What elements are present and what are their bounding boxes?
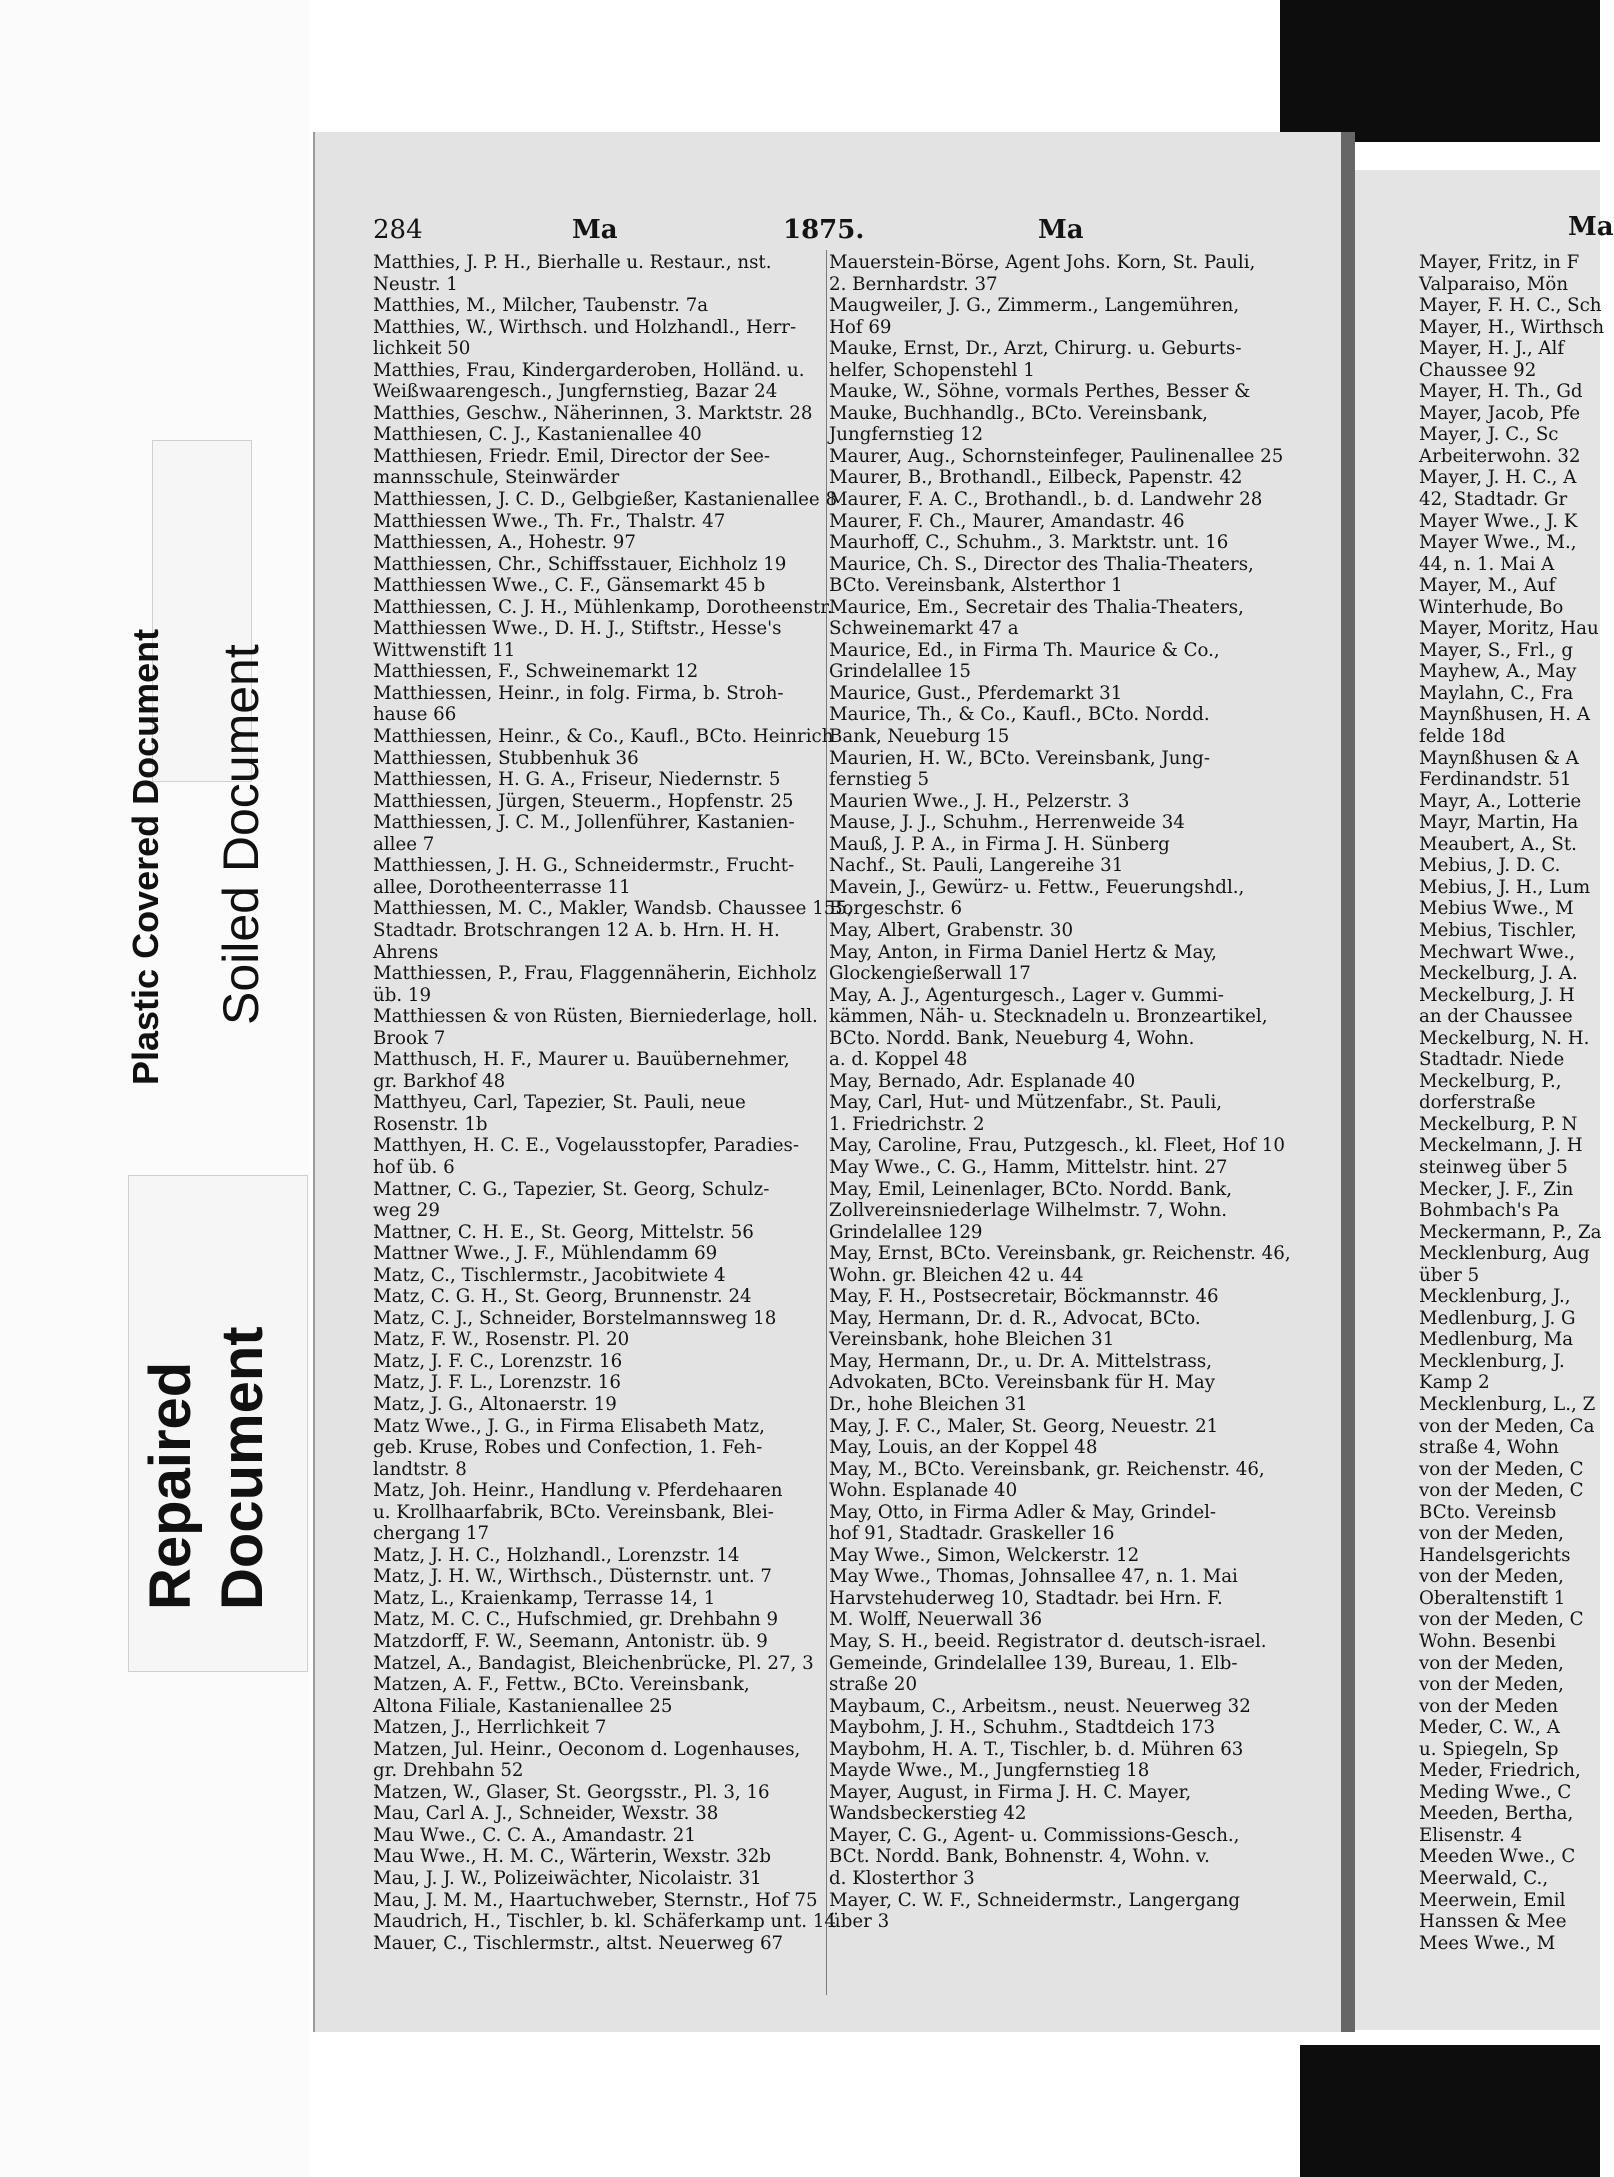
directory-line: May, Emil, Leinenlager, BCto. Nordd. Bank, <box>829 1178 1233 1200</box>
scanner-bar-bottom <box>1300 2045 1600 2177</box>
directory-line: Mayer, M., Auf <box>1419 575 1556 597</box>
directory-line: Matthiessen, Jürgen, Steuerm., Hopfenstr. 25 <box>373 790 794 812</box>
directory-line: Matzen, W., Glaser, St. Georgsstr., Pl. 3, 16 <box>373 1781 770 1803</box>
directory-line: Mau Wwe., C. C. A., Amandastr. 21 <box>373 1824 696 1846</box>
directory-line: 42, Stadtadr. Gr <box>1419 489 1568 511</box>
page-number: 284 <box>373 215 423 245</box>
directory-line: von der Meden, <box>1419 1652 1564 1674</box>
directory-line: Wittwenstift 11 <box>373 639 516 661</box>
directory-line: geb. Kruse, Robes und Confection, 1. Feh- <box>373 1437 763 1459</box>
directory-line: Bank, Neueburg 15 <box>829 726 1010 748</box>
directory-line: May, Carl, Hut- und Mützenfabr., St. Pauli, <box>829 1092 1223 1114</box>
directory-line: Matthiessen Wwe., D. H. J., Stiftstr., Hesse's <box>373 618 782 640</box>
directory-line: May, Hermann, Dr., u. Dr. A. Mittelstrass, <box>829 1350 1212 1372</box>
plastic-covered-label: Plastic Covered Document <box>125 628 166 1085</box>
directory-line: Maybaum, C., Arbeitsm., neust. Neuerweg 32 <box>829 1695 1251 1717</box>
directory-line: Matz Wwe., J. G., in Firma Elisabeth Matz, <box>373 1415 765 1437</box>
directory-line: Matthiessen, F., Schweinemarkt 12 <box>373 661 699 683</box>
directory-line: Mayr, A., Lotterie <box>1419 790 1582 812</box>
directory-line: von der Meden, C <box>1419 1609 1584 1631</box>
directory-line: Matthies, Frau, Kindergarderoben, Holländ. u. <box>373 359 805 381</box>
directory-line: 1. Friedrichstr. 2 <box>829 1113 985 1135</box>
directory-line: Mattner Wwe., J. F., Mühlendamm 69 <box>373 1243 718 1265</box>
directory-line: chergang 17 <box>373 1523 490 1545</box>
directory-line: May Wwe., Simon, Welckerstr. 12 <box>829 1544 1140 1566</box>
directory-line: üb. 19 <box>373 984 432 1006</box>
directory-line: Wohn. Besenbi <box>1419 1631 1556 1652</box>
directory-line: Maugweiler, J. G., Zimmerm., Langemühren, <box>829 295 1240 317</box>
directory-line: an der Chaussee <box>1419 1006 1573 1028</box>
directory-line: Meeden Wwe., C <box>1419 1846 1576 1868</box>
directory-line: M. Wolff, Neuerwall 36 <box>829 1609 1043 1631</box>
directory-line: May Wwe., C. G., Hamm, Mittelstr. hint. 27 <box>829 1156 1228 1178</box>
directory-line: Matthiessen Wwe., C. F., Gänsemarkt 45 b <box>373 575 766 597</box>
directory-line: Matz, J. G., Altonaerstr. 19 <box>373 1393 617 1415</box>
directory-line: Matthyen, H. C. E., Vogelausstopfer, Paradies- <box>373 1135 799 1157</box>
directory-line: weg 29 <box>373 1200 440 1222</box>
directory-line: Jungfernstieg 12 <box>829 424 984 446</box>
directory-line: Arbeiterwohn. 32 <box>1419 445 1581 467</box>
directory-line: dorferstraße <box>1419 1092 1536 1114</box>
directory-line: Wohn. Esplanade 40 <box>829 1480 1018 1502</box>
directory-line: Maybohm, J. H., Schuhm., Stadtdeich 173 <box>829 1717 1216 1739</box>
directory-line: Medlenburg, Ma <box>1419 1329 1574 1351</box>
directory-line: Matz, J. F. C., Lorenzstr. 16 <box>373 1350 623 1372</box>
directory-line: Matz, L., Kraienkamp, Terrasse 14, 1 <box>373 1587 716 1609</box>
directory-line: May, Albert, Grabenstr. 30 <box>829 919 1074 941</box>
directory-line: Gemeinde, Grindelallee 139, Bureau, 1. Elb- <box>829 1652 1238 1674</box>
directory-line: May, F. H., Postsecretair, Böckmannstr. 46 <box>829 1286 1219 1308</box>
directory-line: Mayer Wwe., M., <box>1419 532 1577 554</box>
scanner-sidebar <box>0 0 310 2177</box>
directory-line: gr. Barkhof 48 <box>373 1070 506 1092</box>
directory-line: Elisenstr. 4 <box>1419 1824 1523 1846</box>
directory-line: Maudrich, H., Tischler, b. kl. Schäferkamp unt. 14 <box>373 1911 836 1933</box>
directory-line: Matzen, A. F., Fettw., BCto. Vereinsbank, <box>373 1674 750 1696</box>
directory-line: Dr., hohe Bleichen 31 <box>829 1393 1028 1415</box>
directory-line: BCto. Nordd. Bank, Neueburg 4, Wohn. <box>829 1027 1195 1049</box>
header-letters-left: Ma <box>572 215 618 245</box>
directory-line: Matthiessen, M. C., Makler, Wandsb. Chaussee 155, <box>373 898 853 920</box>
directory-line: Matz, M. C. C., Hufschmied, gr. Drehbahn 9 <box>373 1609 779 1631</box>
directory-line: Matthiessen, P., Frau, Flaggennäherin, Eichholz <box>373 963 817 985</box>
directory-line: Mauer, C., Tischlermstr., altst. Neuerweg 67 <box>373 1932 784 1954</box>
directory-line: Matthies, M., Milcher, Taubenstr. 7a <box>373 295 709 317</box>
directory-line: May Wwe., Thomas, Johnsallee 47, n. 1. Mai <box>829 1566 1238 1588</box>
directory-line: Mebius, J. D. C. <box>1419 855 1561 877</box>
directory-line: Maurice, Th., & Co., Kaufl., BCto. Nordd. <box>829 704 1210 726</box>
directory-line: Matz, C. J., Schneider, Borstelmannsweg 18 <box>373 1307 777 1329</box>
directory-line: Mavein, J., Gewürz- u. Fettw., Feuerungshdl., <box>829 876 1245 898</box>
directory-line: Matthusch, H. F., Maurer u. Bauübernehmer, <box>373 1049 790 1071</box>
directory-line: Mebius Wwe., M <box>1419 898 1574 920</box>
directory-line: Matthyeu, Carl, Tapezier, St. Pauli, neue <box>373 1092 746 1114</box>
directory-line: Meeden, Bertha, <box>1419 1803 1574 1825</box>
directory-line: von der Meden, Ca <box>1419 1415 1595 1437</box>
directory-line: BCto. Vereinsb <box>1419 1501 1557 1523</box>
directory-column-1 <box>373 252 853 1992</box>
directory-line: hof 91, Stadtadr. Graskeller 16 <box>829 1523 1115 1545</box>
directory-line: Matzdorff, F. W., Seemann, Antonistr. üb. 9 <box>373 1631 768 1652</box>
directory-line: Mayer, H., Wirthsch <box>1419 316 1605 338</box>
directory-line: Meding Wwe., C <box>1419 1781 1572 1803</box>
directory-line: Meaubert, A., St. <box>1419 833 1577 855</box>
directory-line: straße 4, Wohn <box>1419 1437 1559 1459</box>
next-page-header: Ma <box>1568 212 1614 242</box>
directory-line: Mayer, H. J., Alf <box>1419 338 1565 360</box>
directory-line: Valparaiso, Mön <box>1419 273 1569 295</box>
directory-line: von der Meden, C <box>1419 1458 1584 1480</box>
directory-line: Meckelburg, J. H <box>1419 984 1575 1006</box>
repaired-label-line-1: Repaired <box>138 1361 203 1610</box>
directory-line: Medlenburg, J. G <box>1419 1307 1576 1329</box>
directory-line: Matz, C. G. H., St. Georg, Brunnenstr. 24 <box>373 1286 752 1308</box>
directory-line: hause 66 <box>373 704 457 726</box>
directory-line: Matz, J. H. W., Wirthsch., Düsternstr. unt. 7 <box>373 1566 773 1588</box>
directory-line: Mees Wwe., M <box>1419 1932 1556 1954</box>
directory-line: u. Spiegeln, Sp <box>1419 1738 1559 1760</box>
repaired-document-label <box>135 1326 279 1610</box>
directory-line: Matz, F. W., Rosenstr. Pl. 20 <box>373 1329 630 1351</box>
directory-line: Nachf., St. Pauli, Langereihe 31 <box>829 855 1124 877</box>
directory-line: Hof 69 <box>829 316 892 338</box>
directory-line: Mau Wwe., H. M. C., Wärterin, Wexstr. 32b <box>373 1846 771 1868</box>
directory-line: Mattner, C. G., Tapezier, St. Georg, Schulz- <box>373 1178 770 1200</box>
directory-line: straße 20 <box>829 1674 918 1696</box>
directory-line: Mecklenburg, L., Z <box>1419 1393 1596 1415</box>
directory-line: Maurien, H. W., BCto. Vereinsbank, Jung- <box>829 747 1210 769</box>
directory-line: Mechwart Wwe., <box>1419 941 1576 963</box>
directory-line: a. d. Koppel 48 <box>829 1049 968 1071</box>
repaired-label-line-2: Document <box>210 1326 275 1610</box>
directory-line: Wandsbeckerstieg 42 <box>829 1803 1027 1825</box>
directory-line: Matthiessen, Stubbenhuk 36 <box>373 747 639 769</box>
directory-line: Mayer, C. G., Agent- u. Commissions-Gesch., <box>829 1824 1240 1846</box>
directory-line: allee, Dorotheenterrasse 11 <box>373 876 631 898</box>
directory-line: kämmen, Näh- u. Stecknadeln u. Bronzeartikel, <box>829 1006 1268 1028</box>
directory-line: fernstieg 5 <box>829 769 930 791</box>
directory-line: Handelsgerichts <box>1419 1544 1571 1566</box>
directory-line: Meerwein, Emil <box>1419 1889 1566 1911</box>
directory-line: Mayer Wwe., J. K <box>1419 510 1578 532</box>
directory-line: Mecker, J. F., Zin <box>1419 1178 1574 1200</box>
directory-line: Mau, J. M. M., Haartuchweber, Sternstr., Hof 75 <box>373 1889 818 1911</box>
directory-line: Maurhoff, C., Schuhm., 3. Marktstr. unt. 16 <box>829 532 1229 554</box>
directory-line: Matz, J. F. L., Lorenzstr. 16 <box>373 1372 621 1394</box>
directory-line: May, Otto, in Firma Adler & May, Grindel- <box>829 1501 1217 1523</box>
directory-line: Matz, Joh. Heinr., Handlung v. Pferdehaaren <box>373 1480 783 1502</box>
directory-line: Ahrens <box>373 941 439 963</box>
header-year: 1875. <box>783 215 865 245</box>
directory-line: Matzen, Jul. Heinr., Oeconom d. Logenhauses, <box>373 1738 801 1760</box>
directory-line: felde 18d <box>1419 726 1506 748</box>
directory-line: Mayer, August, in Firma J. H. C. Mayer, <box>829 1781 1192 1803</box>
directory-line: Maurer, F. Ch., Maurer, Amandastr. 46 <box>829 510 1185 532</box>
directory-line: Matthiessen & von Rüsten, Bierniederlage, holl. <box>373 1006 818 1028</box>
directory-line: lichkeit 50 <box>373 338 471 360</box>
directory-line: Meder, C. W., A <box>1419 1717 1560 1739</box>
directory-line: Mecklenburg, J. <box>1419 1350 1565 1372</box>
directory-line: Mauke, Ernst, Dr., Arzt, Chirurg. u. Geburts- <box>829 338 1242 360</box>
directory-line: May, Hermann, Dr. d. R., Advocat, BCto. <box>829 1307 1201 1329</box>
directory-line: Matthiessen, H. G. A., Friseur, Niedernstr. 5 <box>373 769 781 791</box>
directory-line: Matz, J. H. C., Holzhandl., Lorenzstr. 14 <box>373 1544 740 1566</box>
directory-line: Meckelburg, P. N <box>1419 1113 1578 1135</box>
directory-line: Mayer, J. H. C., A <box>1419 467 1577 489</box>
directory-line: Matthiessen, C. J. H., Mühlenkamp, Dorotheenstr. <box>373 596 833 618</box>
directory-line: helfer, Schopenstehl 1 <box>829 359 1035 381</box>
directory-line: Maurice, Gust., Pferdemarkt 31 <box>829 682 1123 704</box>
directory-line: BCto. Vereinsbank, Alsterthor 1 <box>829 575 1123 597</box>
directory-line: d. Klosterthor 3 <box>829 1868 975 1890</box>
directory-line: Mebius, J. H., Lum <box>1419 876 1591 898</box>
directory-line: Wohn. gr. Bleichen 42 u. 44 <box>829 1264 1084 1286</box>
directory-line: Matzen, J., Herrlichkeit 7 <box>373 1717 607 1739</box>
directory-line: gr. Drehbahn 52 <box>373 1760 524 1782</box>
directory-line: von der Meden, <box>1419 1566 1564 1588</box>
directory-line: von der Meden, <box>1419 1523 1564 1545</box>
directory-line: Rosenstr. 1b <box>373 1113 488 1135</box>
directory-line: Zollvereinsniederlage Wilhelmstr. 7, Wohn. <box>829 1200 1228 1222</box>
directory-line: Mayr, Martin, Ha <box>1419 812 1579 834</box>
directory-line: May, Caroline, Frau, Putzgesch., kl. Fleet, Hof 10 <box>829 1135 1285 1157</box>
directory-line: Mecklenburg, J., <box>1419 1286 1571 1308</box>
directory-line: Kamp 2 <box>1419 1372 1490 1394</box>
directory-line: Meerwald, C., <box>1419 1868 1549 1890</box>
directory-line: Mattner, C. H. E., St. Georg, Mittelstr. 56 <box>373 1221 754 1243</box>
directory-line: Winterhude, Bo <box>1419 596 1564 618</box>
directory-line: Mauke, Buchhandlg., BCto. Vereinsbank, <box>829 402 1208 424</box>
directory-line: über 5 <box>1419 1264 1480 1286</box>
directory-line: Maynßhusen & A <box>1419 747 1579 769</box>
directory-line: Maurien Wwe., J. H., Pelzerstr. 3 <box>829 790 1130 812</box>
directory-column-3 <box>1419 252 1605 1992</box>
directory-line: Meder, Friedrich, <box>1419 1760 1581 1782</box>
directory-line: Stadtadr. Niede <box>1419 1049 1565 1071</box>
directory-line: Matthies, W., Wirthsch. und Holzhandl., Herr- <box>373 316 797 338</box>
directory-line: Mau, Carl A. J., Schneider, Wexstr. 38 <box>373 1803 719 1825</box>
directory-line: Altona Filiale, Kastanienallee 25 <box>373 1695 673 1717</box>
directory-line: Meckelburg, N. H. <box>1419 1027 1590 1049</box>
directory-line: May, J. F. C., Maler, St. Georg, Neuestr. 21 <box>829 1415 1219 1437</box>
directory-line: 44, n. 1. Mai A <box>1419 553 1555 575</box>
directory-line: landtstr. 8 <box>373 1458 467 1480</box>
directory-line: Mecklenburg, Aug <box>1419 1243 1590 1265</box>
directory-line: May, S. H., beeid. Registrator d. deutsch-israel. <box>829 1631 1267 1652</box>
directory-line: steinweg über 5 <box>1419 1156 1568 1178</box>
directory-line: Mayer, J. C., Sc <box>1419 424 1559 446</box>
directory-line: Meckelmann, J. H <box>1419 1135 1583 1157</box>
directory-column-2 <box>829 252 1291 1992</box>
directory-line: Glockengießerwall 17 <box>829 963 1031 985</box>
directory-line: Matz, C., Tischlermstr., Jacobitwiete 4 <box>373 1264 726 1286</box>
directory-line: Mauß, J. P. A., in Firma J. H. Sünberg <box>829 833 1170 855</box>
directory-line: Matthiessen, J. H. G., Schneidermstr., Frucht- <box>373 855 795 877</box>
header-letters-right: Ma <box>1038 215 1084 245</box>
directory-line: Matthiesen, Friedr. Emil, Director der See- <box>373 445 771 467</box>
directory-line: Mayde Wwe., M., Jungfernstieg 18 <box>829 1760 1150 1782</box>
scanner-bar-top <box>1280 0 1600 142</box>
directory-line: Meckermann, P., Za <box>1419 1221 1602 1243</box>
directory-line: hof üb. 6 <box>373 1156 455 1178</box>
directory-line: BCt. Nordd. Bank, Bohnenstr. 4, Wohn. v. <box>829 1846 1210 1868</box>
directory-line: Weißwaarengesch., Jungfernstieg, Bazar 24 <box>373 381 778 403</box>
directory-line: mannsschule, Steinwärder <box>373 467 620 489</box>
directory-line: Grindelallee 129 <box>829 1221 983 1243</box>
directory-line: Mau, J. J. W., Polizeiwächter, Nicolaistr. 31 <box>373 1868 762 1890</box>
directory-line: May, Ernst, BCto. Vereinsbank, gr. Reichenstr. 46, <box>829 1243 1291 1265</box>
directory-line: May, A. J., Agenturgesch., Lager v. Gummi- <box>829 984 1224 1006</box>
directory-line: Matthiessen, Heinr., & Co., Kaufl., BCto. Heinrich <box>373 726 834 748</box>
directory-line: Mayer, H. Th., Gd <box>1419 381 1583 403</box>
directory-line: Matzel, A., Bandagist, Bleichenbrücke, Pl. 27, 3 <box>373 1652 814 1674</box>
directory-line: Maurice, Em., Secretair des Thalia-Theaters, <box>829 596 1244 618</box>
directory-line: Maynßhusen, H. A <box>1419 704 1590 726</box>
directory-line: von der Meden, <box>1419 1674 1564 1696</box>
directory-line: Mause, J. J., Schuhm., Herrenweide 34 <box>829 812 1185 834</box>
directory-line: Bohmbach's Pa <box>1419 1200 1560 1222</box>
directory-line: May, Anton, in Firma Daniel Hertz & May, <box>829 941 1217 963</box>
directory-line: Mayer, C. W. F., Schneidermstr., Langergang <box>829 1889 1241 1911</box>
directory-line: Matthiessen, J. C. M., Jollenführer, Kastanien- <box>373 812 795 834</box>
directory-line: Neustr. 1 <box>373 273 458 295</box>
directory-line: Matthiessen Wwe., Th. Fr., Thalstr. 47 <box>373 510 726 532</box>
directory-line: über 3 <box>829 1911 890 1933</box>
directory-line: Mayer, Fritz, in F <box>1419 252 1580 273</box>
directory-line: Matthiessen, Chr., Schiffsstauer, Eichholz 19 <box>373 553 787 575</box>
directory-line: Hanssen & Mee <box>1419 1911 1567 1933</box>
directory-line: von der Meden <box>1419 1695 1559 1717</box>
directory-line: Maurice, Ch. S., Director des Thalia-Theaters, <box>829 553 1254 575</box>
directory-line: Oberaltenstift 1 <box>1419 1587 1566 1609</box>
soiled-document-label: Soiled Document <box>213 644 269 1025</box>
directory-line: Mebius, Tischler, <box>1419 919 1577 941</box>
directory-line: u. Krollhaarfabrik, BCto. Vereinsbank, Blei- <box>373 1501 774 1523</box>
directory-line: Maurer, F. A. C., Brothandl., b. d. Landwehr 28 <box>829 489 1263 511</box>
directory-line: Borgeschstr. 6 <box>829 898 963 920</box>
directory-line: Stadtadr. Brotschrangen 12 A. b. Hrn. H. H. <box>373 919 780 941</box>
directory-line: Matthiesen, C. J., Kastanienallee 40 <box>373 424 702 446</box>
directory-line: Chaussee 92 <box>1419 359 1537 381</box>
directory-line: Harvstehuderweg 10, Stadtadr. bei Hrn. F. <box>829 1587 1223 1609</box>
directory-line: Mayer, Jacob, Pfe <box>1419 402 1580 424</box>
directory-line: von der Meden, C <box>1419 1480 1584 1502</box>
directory-line: Mayer, S., Frl., g <box>1419 639 1574 661</box>
directory-line: Ferdinandstr. 51 <box>1419 769 1572 791</box>
directory-line: Mauke, W., Söhne, vormals Perthes, Besser & <box>829 381 1251 403</box>
book-gutter <box>1341 132 1355 2032</box>
directory-line: Maurer, Aug., Schornsteinfeger, Paulinenallee 25 <box>829 445 1284 467</box>
directory-line: Advokaten, BCto. Vereinsbank für H. May <box>829 1372 1215 1394</box>
directory-line: Maybohm, H. A. T., Tischler, b. d. Mühren 63 <box>829 1738 1244 1760</box>
directory-line: Meckelburg, P., <box>1419 1070 1562 1092</box>
directory-line: Mauerstein-Börse, Agent Johs. Korn, St. Pauli, <box>829 252 1256 273</box>
directory-line: Vereinsbank, hohe Bleichen 31 <box>829 1329 1115 1351</box>
directory-line: Maurer, B., Brothandl., Eilbeck, Papenstr. 42 <box>829 467 1243 489</box>
directory-line: Mayer, F. H. C., Sch <box>1419 295 1602 317</box>
directory-line: Brook 7 <box>373 1027 446 1049</box>
directory-line: Matthiessen, J. C. D., Gelbgießer, Kastanienallee 8 <box>373 489 838 511</box>
directory-line: Maylahn, C., Fra <box>1419 682 1574 704</box>
directory-line: Mayer, Moritz, Hau <box>1419 618 1599 640</box>
directory-line: Matthies, J. P. H., Bierhalle u. Restaur., nst. <box>373 252 772 273</box>
directory-line: Maurice, Ed., in Firma Th. Maurice & Co., <box>829 639 1220 661</box>
directory-line: Matthiessen, A., Hohestr. 97 <box>373 532 636 554</box>
directory-line: May, Bernado, Adr. Esplanade 40 <box>829 1070 1136 1092</box>
directory-line: allee 7 <box>373 833 435 855</box>
directory-line: Meckelburg, J. A. <box>1419 963 1578 985</box>
directory-line: Schweinemarkt 47 a <box>829 618 1019 640</box>
directory-line: Grindelallee 15 <box>829 661 971 683</box>
directory-line: May, Louis, an der Koppel 48 <box>829 1437 1098 1459</box>
directory-line: Matthiessen, Heinr., in folg. Firma, b. Stroh- <box>373 682 784 704</box>
directory-line: May, M., BCto. Vereinsbank, gr. Reichenstr. 46, <box>829 1458 1265 1480</box>
directory-line: Matthies, Geschw., Näherinnen, 3. Marktstr. 28 <box>373 402 813 424</box>
directory-line: 2. Bernhardstr. 37 <box>829 273 998 295</box>
directory-line: Mayhew, A., May <box>1419 661 1577 683</box>
